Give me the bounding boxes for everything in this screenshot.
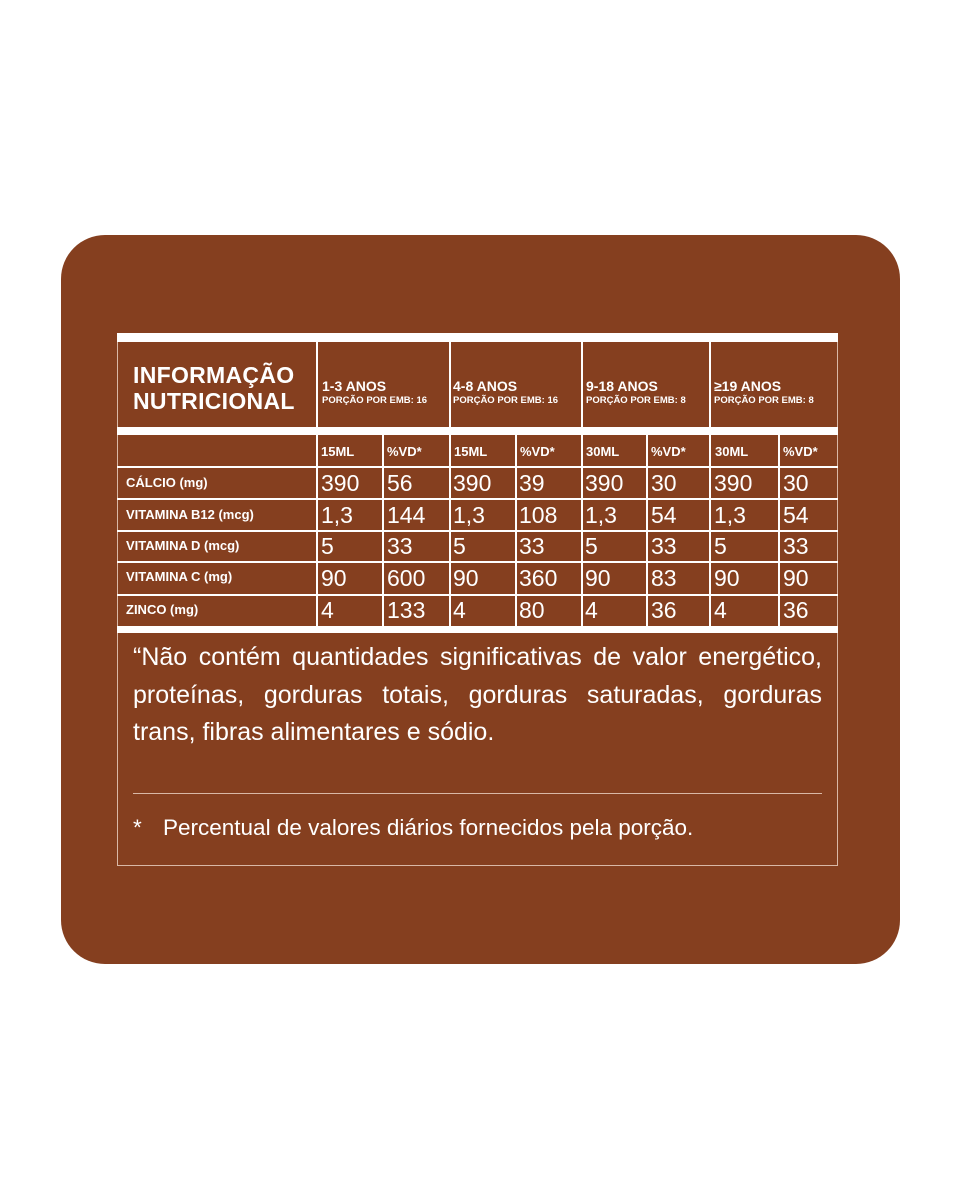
age-group-header — [586, 378, 686, 407]
nutrient-value: 5 — [585, 533, 598, 559]
nutrient-value: 90 — [321, 565, 347, 591]
nutrient-value: 39 — [519, 470, 545, 496]
nutrient-value: 108 — [519, 502, 558, 528]
nutrient-name: VITAMINA C (mg) — [126, 569, 233, 584]
nutrient-value: 5 — [321, 533, 334, 559]
serving-header: 30ML — [715, 444, 749, 459]
age-group-label: ≥19 ANOS — [714, 378, 782, 394]
nutrient-value: 33 — [783, 533, 809, 559]
nutrient-value: 1,3 — [453, 502, 485, 528]
vd-header: %VD* — [387, 444, 422, 459]
age-group-label: 1-3 ANOS — [322, 378, 387, 394]
nutrient-value: 600 — [387, 565, 426, 591]
footnote-divider — [133, 793, 822, 794]
header-divider — [581, 342, 583, 427]
nutrient-value: 56 — [387, 470, 413, 496]
nutrient-value: 5 — [453, 533, 466, 559]
table-bottom-bar — [117, 626, 838, 633]
nutrient-value: 390 — [714, 470, 753, 496]
nutrient-value: 90 — [783, 565, 809, 591]
header-divider — [709, 342, 711, 427]
footnote-text: “Não contém quantidades significativas de valor energético, proteínas, gorduras totais, gorduras saturadas, gorduras trans, fibras alimentares e sódio. — [133, 643, 822, 746]
grid-row-line — [117, 466, 838, 468]
asterisk-mark: * — [133, 815, 142, 840]
nutrient-value: 5 — [714, 533, 727, 559]
nutrient-value: 390 — [321, 470, 360, 496]
nutrient-value: 1,3 — [714, 502, 746, 528]
header-divider — [449, 342, 451, 427]
nutrient-value: 90 — [714, 565, 740, 591]
nutrient-value: 83 — [651, 565, 677, 591]
age-group-header — [714, 378, 814, 407]
nutrient-value: 90 — [585, 565, 611, 591]
nutrient-value: 1,3 — [585, 502, 617, 528]
nutrient-value: 90 — [453, 565, 479, 591]
age-group-portion: PORÇÃO POR EMB: 8 — [586, 395, 686, 406]
age-group-header — [322, 378, 427, 407]
nutrient-value: 36 — [651, 597, 677, 623]
header-bar — [117, 427, 838, 435]
serving-header: 15ML — [321, 444, 355, 459]
nutrient-value: 4 — [453, 597, 466, 623]
vd-header: %VD* — [651, 444, 686, 459]
nutrient-value: 54 — [651, 502, 677, 528]
table-title — [133, 362, 295, 414]
serving-header: 15ML — [454, 444, 488, 459]
nutrient-value: 33 — [519, 533, 545, 559]
age-group-portion: PORÇÃO POR EMB: 16 — [322, 395, 428, 406]
age-group-label: 9-18 ANOS — [586, 378, 658, 394]
vd-header: %VD* — [520, 444, 555, 459]
grid-row-line — [117, 530, 838, 532]
grid-row-line — [117, 594, 838, 596]
nutrient-value: 30 — [651, 470, 677, 496]
nutrient-value: 4 — [321, 597, 334, 623]
nutrient-value: 1,3 — [321, 502, 353, 528]
nutrient-value: 4 — [714, 597, 727, 623]
nutrient-name: VITAMINA B12 (mcg) — [126, 507, 254, 522]
nutrient-value: 54 — [783, 502, 809, 528]
nutrient-value: 144 — [387, 502, 426, 528]
grid-row-line — [117, 561, 838, 563]
serving-header: 30ML — [586, 444, 620, 459]
nutrient-name: VITAMINA D (mcg) — [126, 538, 240, 553]
nutrient-value: 390 — [453, 470, 492, 496]
age-group-portion: PORÇÃO POR EMB: 8 — [714, 395, 814, 406]
nutrient-value: 36 — [783, 597, 809, 623]
age-group-label: 4-8 ANOS — [453, 378, 518, 394]
nutrient-value: 133 — [387, 597, 426, 623]
nutrient-value: 33 — [651, 533, 677, 559]
nutrient-name: ZINCO (mg) — [126, 602, 199, 617]
nutrient-name: CÁLCIO (mg) — [126, 475, 208, 490]
nutrient-value: 80 — [519, 597, 545, 623]
age-group-header — [453, 378, 558, 407]
title-line-2: NUTRICIONAL — [133, 388, 295, 414]
nutrient-value: 33 — [387, 533, 413, 559]
nutrient-value: 390 — [585, 470, 624, 496]
top-bar — [117, 333, 838, 342]
title-line-1: INFORMAÇÃO — [133, 362, 295, 388]
asterisk-note-text: Percentual de valores diários fornecidos pela porção. — [163, 815, 694, 840]
nutrient-value: 360 — [519, 565, 558, 591]
vd-header: %VD* — [783, 444, 818, 459]
nutrient-value: 30 — [783, 470, 809, 496]
age-group-portion: PORÇÃO POR EMB: 16 — [453, 395, 559, 406]
asterisk-note — [133, 815, 693, 841]
header-divider — [316, 342, 318, 427]
grid-row-line — [117, 498, 838, 500]
nutrient-value: 4 — [585, 597, 598, 623]
